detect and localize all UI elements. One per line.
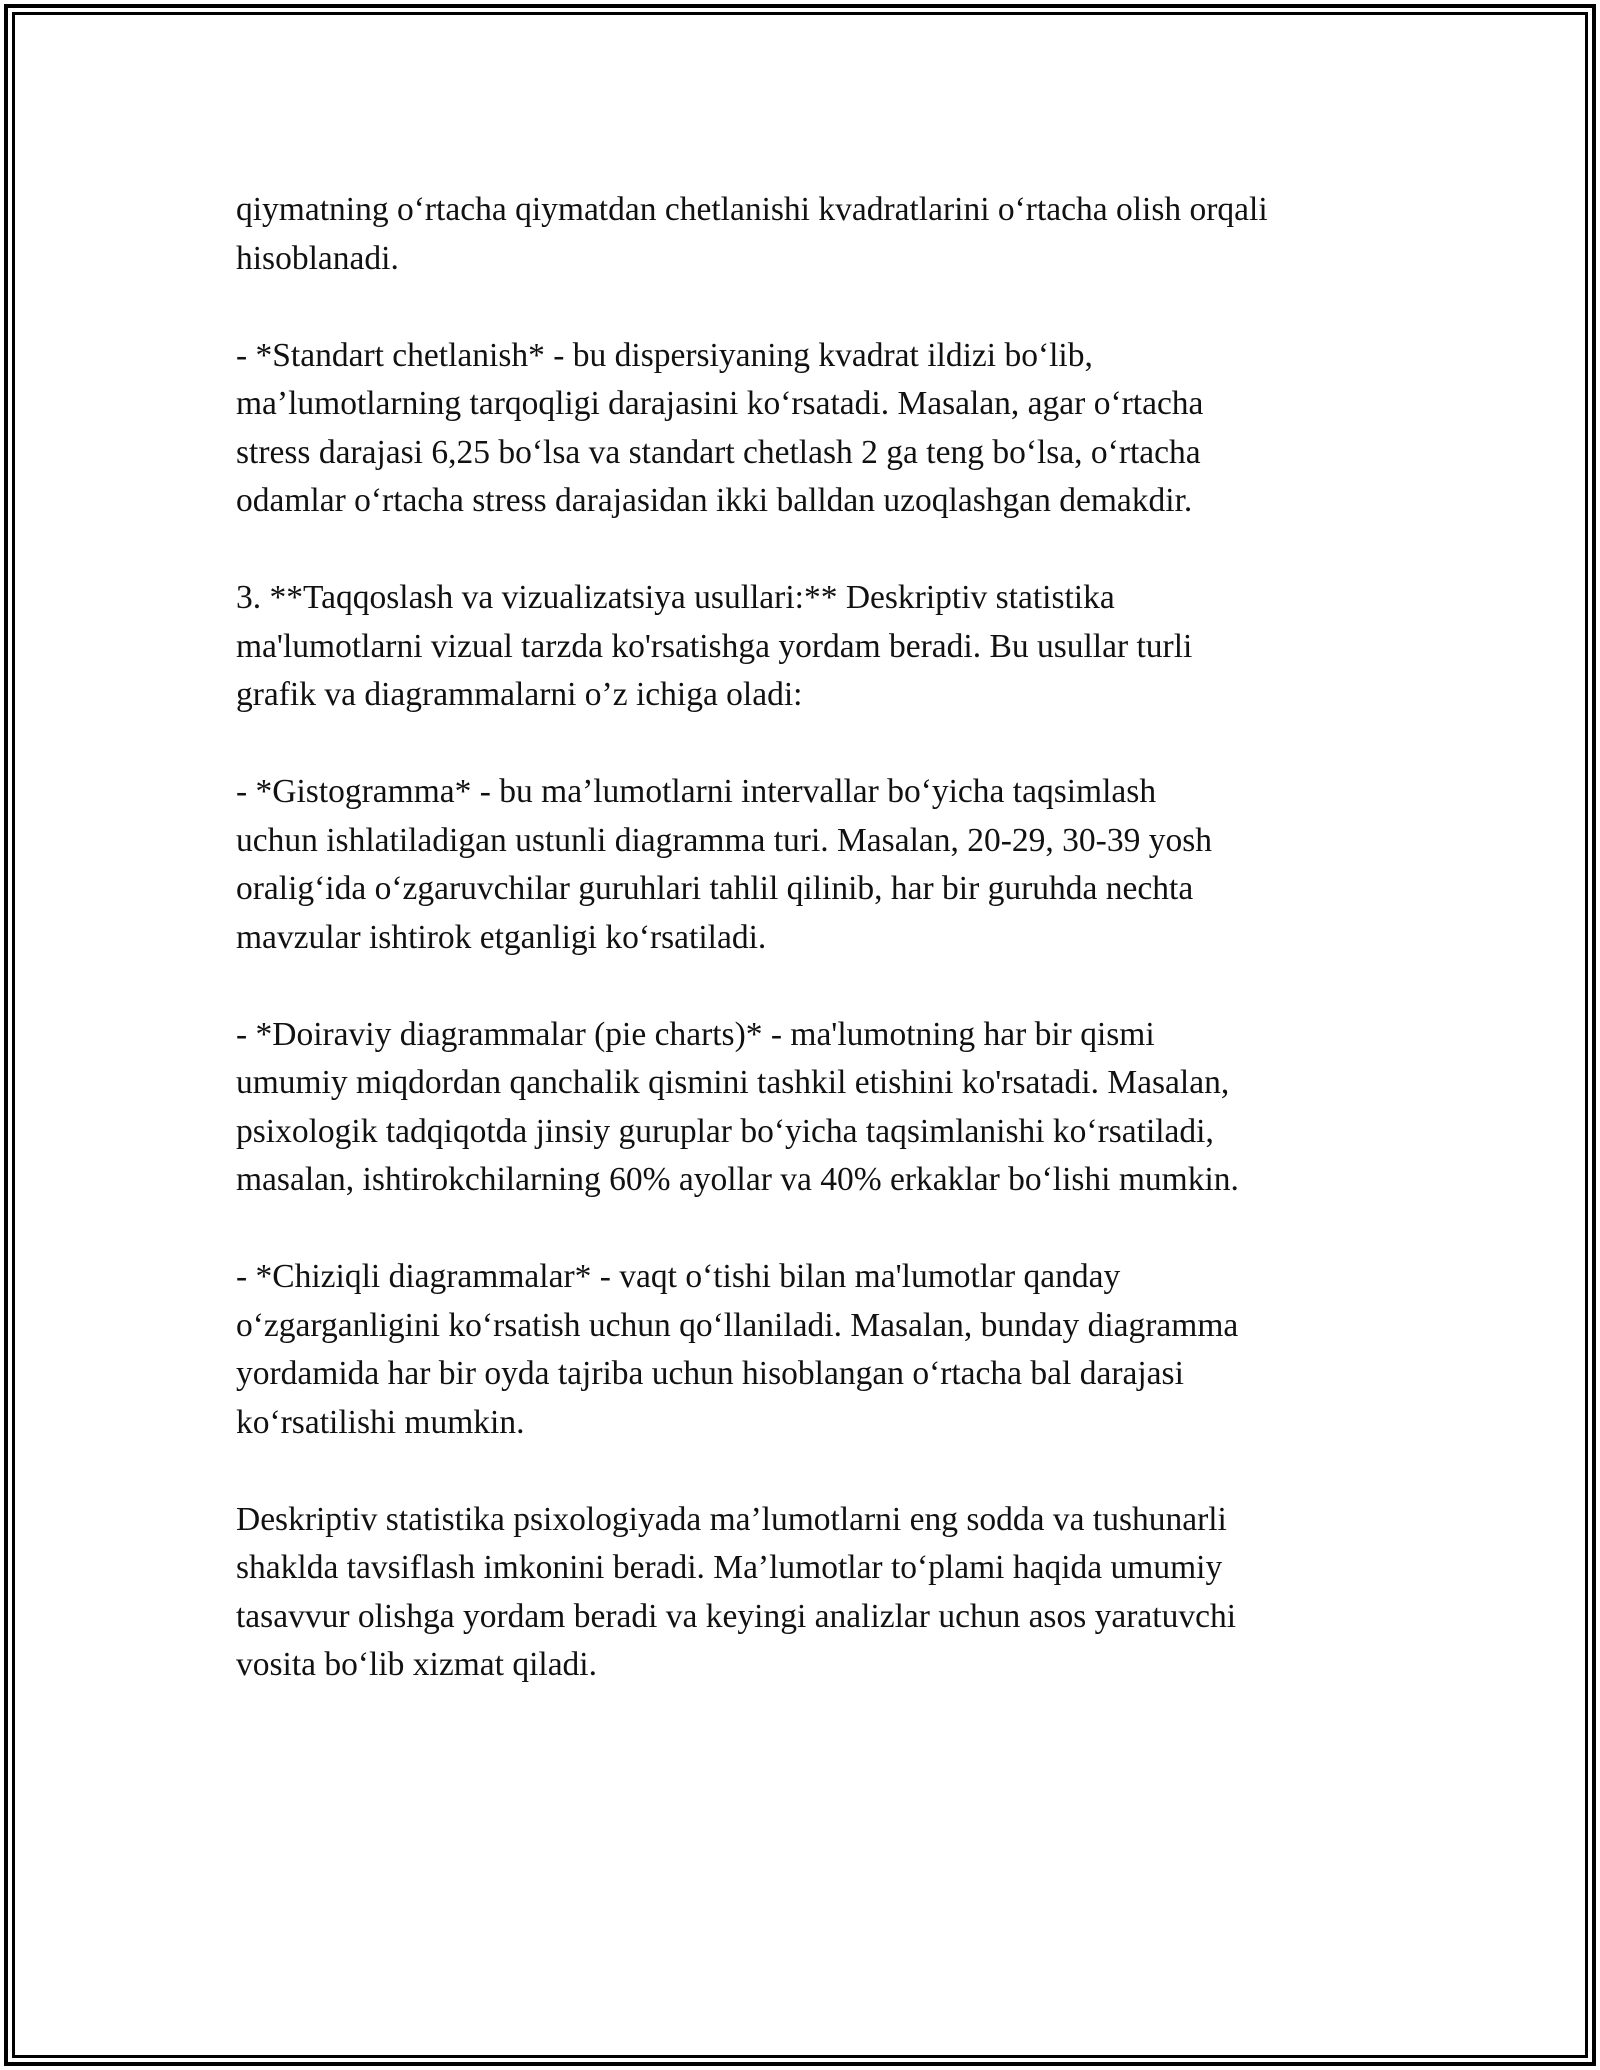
paragraph-histogram: - *Gistogramma* - bu ma’lumotlarni intervallar boʻyicha taqsimlash uchun ishlatiladigan ustunli diagramma turi. Masalan, 20-29, 30-39 yosh oraligʻida oʻzgaruvchilar guruhlari tahlil qilinib, har bir guruhda nechta mavzular ishtirok etganligi koʻrsatiladi. <box>236 773 1212 956</box>
paragraph-conclusion: Deskriptiv statistika psixologiyada ma’lumotlarni eng sodda va tushunarli shaklda tavsiflash imkonini beradi. Ma’lumotlar toʻplami haqida umumiy tasavvur olishga yordam beradi va keyingi analizlar uchun asos yaratuvchi vosita boʻlib xizmat qiladi. <box>236 1500 1237 1683</box>
paragraph-standard-deviation: - *Standart chetlanish* - bu dispersiyaning kvadrat ildizi boʻlib, ma’lumotlarning tarqoqligi darajasini koʻrsatadi. Masalan, agar oʻrtacha stress darajasi 6,25 boʻlsa va standart chetlash 2 ga teng boʻlsa, oʻrtacha odamlar oʻrtacha stress darajasidan ikki balldan uzoqlashgan demakdir. <box>236 336 1204 519</box>
paragraph-line-charts: - *Chiziqli diagrammalar* - vaqt oʻtishi bilan ma'lumotlar qanday oʻzgarganligini koʻrsatish uchun qoʻllaniladi. Masalan, bunday diagramma yordamida har bir oyda tajriba uchun hisoblangan oʻrtacha bal darajasi koʻrsatilishi mumkin. <box>236 1258 1239 1441</box>
paragraph-visualization-methods: 3. **Taqqoslash va vizualizatsiya usullari:** Deskriptiv statistika ma'lumotlarni vizual tarzda ko'rsatishga yordam beradi. Bu usullar turli grafik va diagrammalarni o’z ichiga oladi: <box>236 579 1193 713</box>
paragraph-pie-charts: - *Doiraviy diagrammalar (pie charts)* - ma'lumotning har bir qismi umumiy miqdordan qanchalik qismini tashkil etishini ko'rsatadi. Masalan, psixologik tadqiqotda jinsiy guruplar boʻyicha taqsimlanishi koʻrsatiladi, masalan, ishtirokchilarning 60% ayollar va 40% erkaklar boʻlishi mumkin. <box>236 1015 1239 1198</box>
paragraph-variance-continuation: qiymatning oʻrtacha qiymatdan chetlanishi kvadratlarini oʻrtacha olish orqali hisoblanadi. <box>236 191 1268 277</box>
document-body <box>236 186 1406 1690</box>
